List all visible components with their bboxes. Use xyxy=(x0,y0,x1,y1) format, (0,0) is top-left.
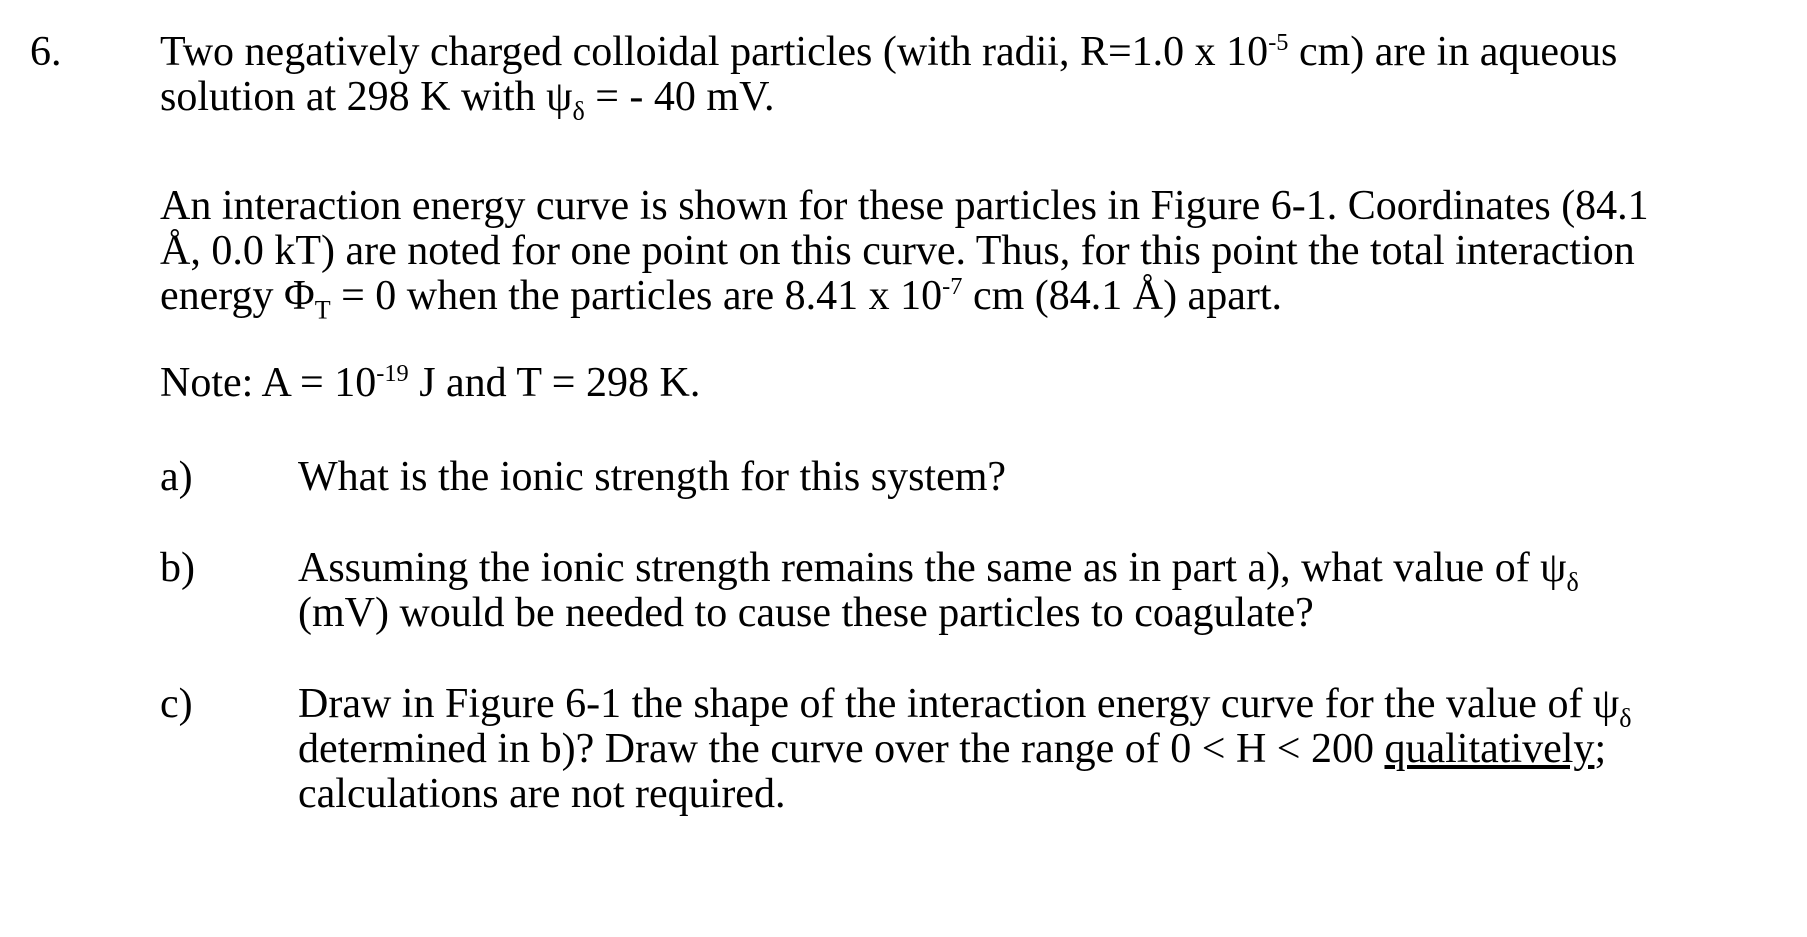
note-line xyxy=(160,357,1780,410)
part-c-text-1a: Draw in Figure 6-1 the shape of the interaction energy curve for the value of ψ xyxy=(298,681,1620,727)
part-a-text: What is the ionic strength for this system? xyxy=(298,454,1007,500)
problem-number: 6. xyxy=(30,29,62,75)
part-c-line-3: calculations are not required. xyxy=(298,771,786,817)
note-text-b: J and T = 298 K. xyxy=(408,360,701,406)
para2-text-3c: cm (84.1 Å) apart. xyxy=(962,273,1282,319)
intro-text-1b: cm) are in aqueous xyxy=(1288,29,1618,75)
para2-text-3a: energy Φ xyxy=(160,273,315,319)
part-b-label: b) xyxy=(160,545,195,591)
intro-text-1a: Two negatively charged colloidal particles (with radii, R=1.0 x 10 xyxy=(160,29,1269,75)
phi-subscript: T xyxy=(314,295,331,325)
part-c-text-2b: ; xyxy=(1594,726,1607,772)
paragraph-2-line-3 xyxy=(160,270,1780,323)
part-b-line-2: (mV) would be needed to cause these particles to coagulate? xyxy=(298,590,1314,636)
para2-text-3b: = 0 when the particles are 8.41 x 10 xyxy=(330,273,943,319)
intro-exponent: -5 xyxy=(1268,29,1289,56)
part-c-psi-subscript: δ xyxy=(1619,703,1632,733)
intro-text-2b: = - 40 mV. xyxy=(584,74,775,120)
intro-text-2a: solution at 298 K with ψ xyxy=(160,74,573,120)
note-text-a: Note: A = 10 xyxy=(160,360,377,406)
paragraph-2-line-2: Å, 0.0 kT) are noted for one point on this curve. Thus, for this point the total interaction xyxy=(160,228,1635,274)
part-b-psi-subscript: δ xyxy=(1566,567,1579,597)
qualitatively-underlined: qualitatively xyxy=(1384,726,1595,772)
note-exponent: -19 xyxy=(376,360,409,387)
part-a-label: a) xyxy=(160,454,193,500)
intro-line-2 xyxy=(160,71,1780,124)
psi-subscript: δ xyxy=(572,96,585,126)
part-c-label: c) xyxy=(160,681,193,727)
part-c-text-2a: determined in b)? Draw the curve over the range of 0 < H < 200 xyxy=(298,726,1385,772)
paragraph-2-line-1: An interaction energy curve is shown for these particles in Figure 6-1. Coordinates (84.1 xyxy=(160,183,1649,229)
para2-exponent: -7 xyxy=(942,273,963,300)
part-b-text-1a: Assuming the ionic strength remains the same as in part a), what value of ψ xyxy=(298,545,1567,591)
